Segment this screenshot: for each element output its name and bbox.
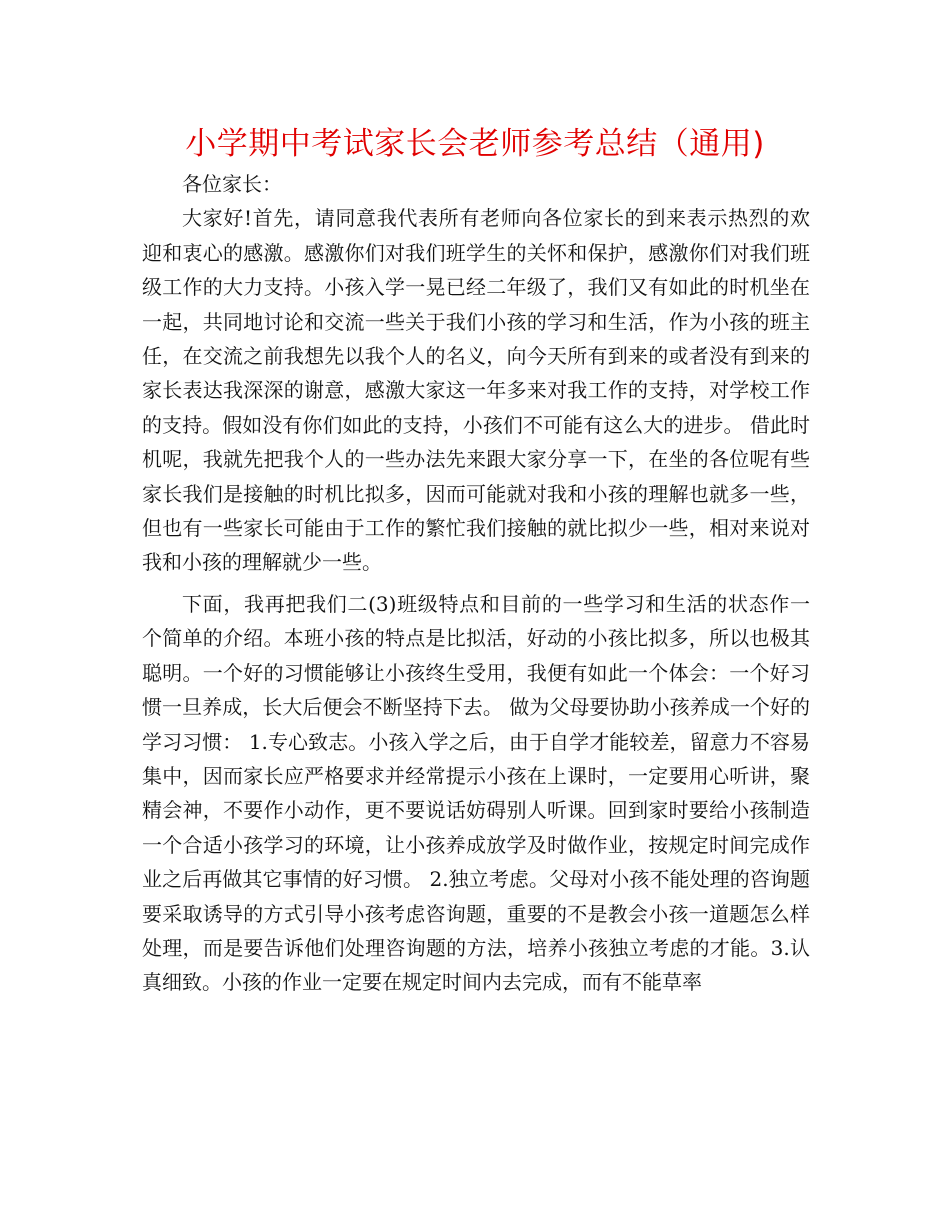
document-body <box>142 167 810 1007</box>
paragraph-2: 下面，我再把我们二(3)班级特点和目前的一些学习和生活的状态作一个简单的介绍。本班小孩的特点是比拟活，好动的小孩比拟多，所以也极其聪明。一个好的习惯能够让小孩终生受用，我便有如此一个体会：一个好习惯一旦养成，长大后便会不断坚持下去。 做为父母要协助小孩养成一个好的学习习惯： 1.专心致志。小孩入学之后，由于自学才能较差，留意力不容易集中，因而家长应严格要求并经常提示小孩在上课时，一定要用心听讲，聚精会神，不要作小动作，更不要说话妨碍别人听课。回到家时要给小孩制造一个合适小孩学习的环境，让小孩养成放学及时做作业，按规定时间完成作业之后再做其它事情的好习惯。 2.独立考虑。父母对小孩不能处理的咨询题要采取诱导的方式引导小孩考虑咨询题，重要的不是教会小孩一道题怎么样处理，而是要告诉他们处理咨询题的方法，培养小孩独立考虑的才能。3.认真细致。小孩的作业一定要在规定时间内去完成，而有不能草率 <box>142 591 810 995</box>
paragraph-1: 大家好!首先，请同意我代表所有老师向各位家长的到来表示热烈的欢迎和衷心的感激。感激你们对我们班学生的关怀和保护，感激你们对我们班级工作的大力支持。小孩入学一晃已经二年级了，我们又有如此的时机坐在一起，共同地讨论和交流一些关于我们小孩的学习和生活，作为小孩的班主任，在交流之前我想先以我个人的名义，向今天所有到来的或者没有到来的家长表达我深深的谢意，感激大家这一年多来对我工作的支持，对学校工作的支持。假如没有你们如此的支持，小孩们不可能有这么大的进步。 借此时机呢，我就先把我个人的一些办法先来跟大家分享一下，在坐的各位呢有些家长我们是接触的时机比拟多，因而可能就对我和小孩的理解也就多一些，但也有一些家长可能由于工作的繁忙我们接触的就比拟少一些，相对来说对我和小孩的理解就少一些。 <box>142 206 810 575</box>
document-title: 小学期中考试家长会老师参考总结（通用) <box>185 126 765 162</box>
salutation: 各位家长： <box>182 172 282 196</box>
